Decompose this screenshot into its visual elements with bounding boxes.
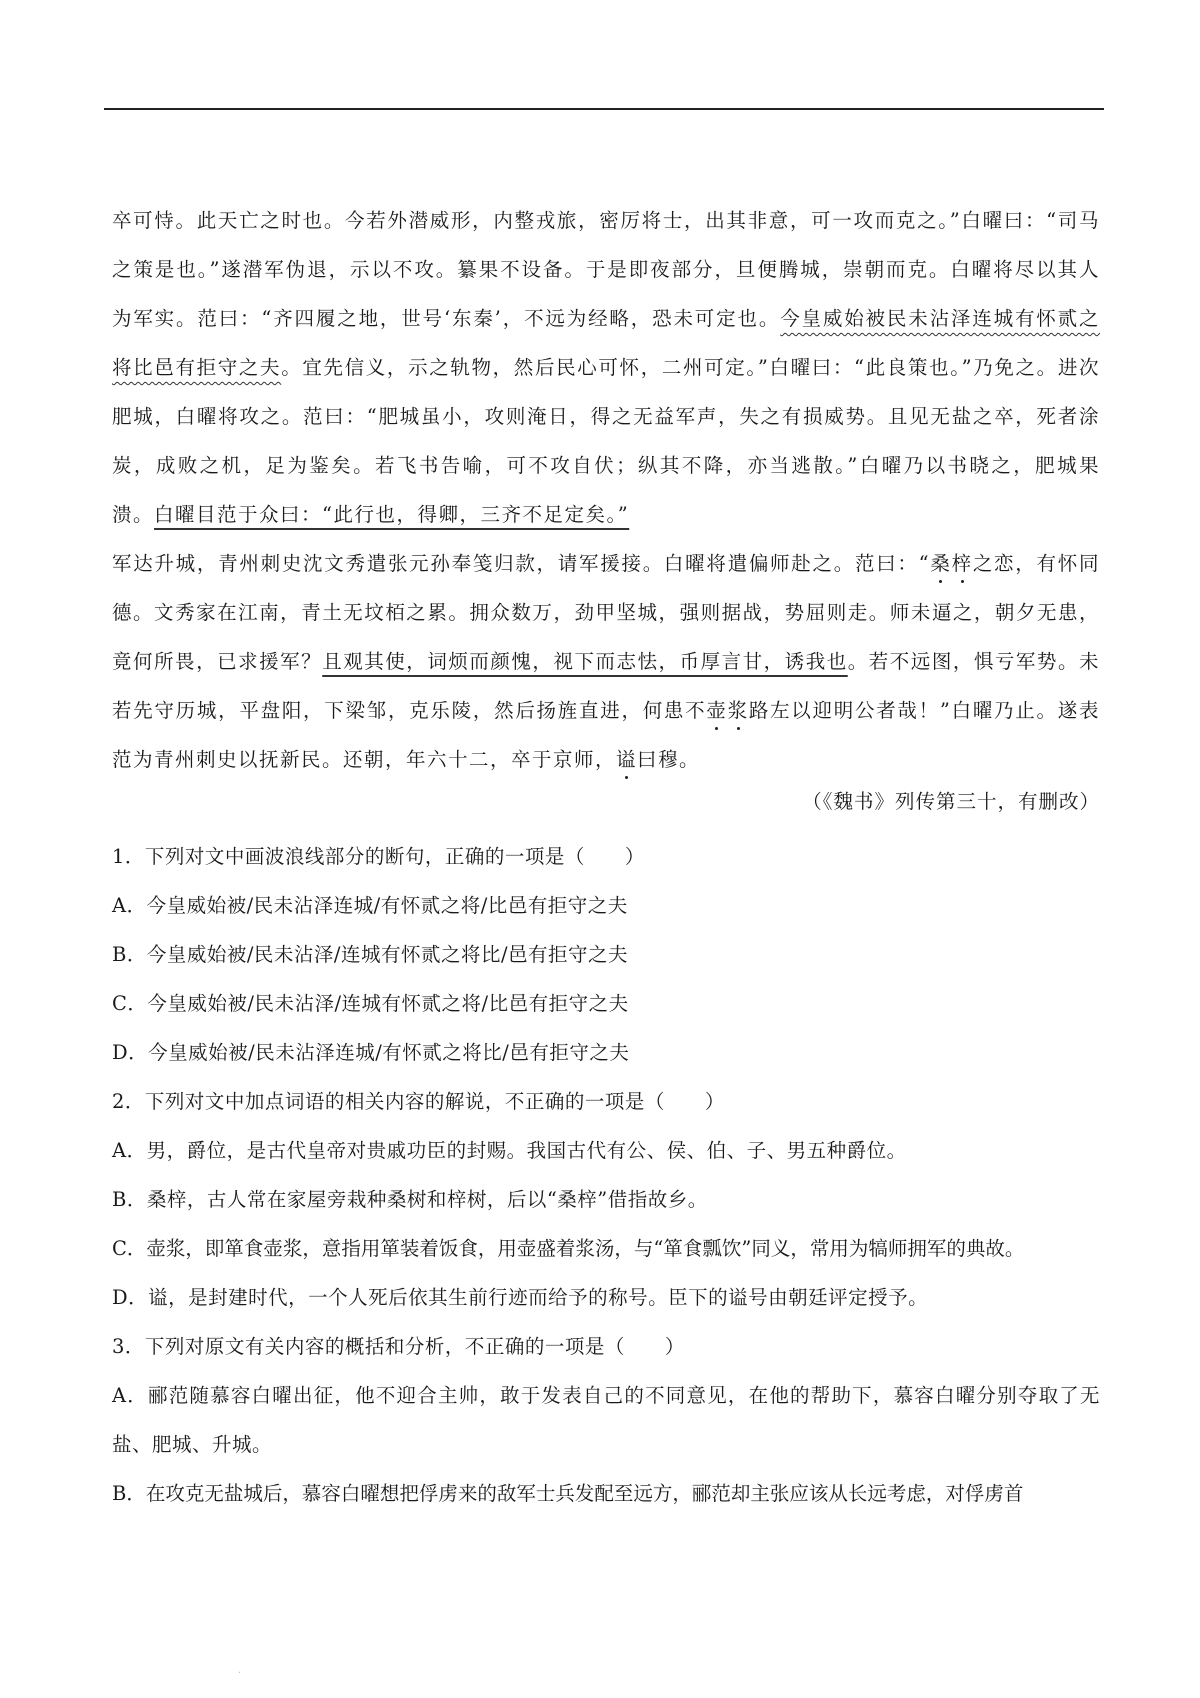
passage-paragraph-2 (112, 539, 1100, 784)
passage-text: 曰穆。 (637, 748, 701, 771)
dotted-char: 壶 (706, 699, 728, 722)
dotted-term-sangzi (930, 552, 973, 575)
question-1-option-c: C．今皇威始被/民未沾泽/连城有怀贰之将/比邑有拒守之夫 (112, 992, 629, 1015)
wavy-underlined-text: 今皇威始被民未沾泽连城有怀贰之将比邑有拒守之夫 (112, 307, 1100, 379)
passage-text: 。若不远图，惧亏军势。未若先守历城，平盘阳，下梁邹，克乐陵，然后扬旌直进，何患不 (112, 650, 1100, 722)
passage-text: 之恋，有怀同德。文秀家在江南，青土无坟栢之累。拥众数万，劲甲坚城，强则据战，势屈则走。师未逼之，朝夕无患，竟何所畏，已求援军？ (112, 552, 1100, 673)
question-2-option-d: D．谥，是封建时代，一个人死后依其生前行迹而给予的称号。臣下的谥号由朝廷评定授予。 (112, 1286, 929, 1309)
question-3-stem: 3．下列对原文有关内容的概括和分析，不正确的一项是（ ） (112, 1335, 685, 1358)
question-1-option-d: D．今皇威始被/民未沾泽连城/有怀贰之将比/邑有拒守之夫 (112, 1041, 630, 1064)
underlined-sentence: 且观其使，词烦而颜愧，视下而志怯，币厚言甘，诱我也 (322, 650, 848, 673)
underlined-sentence: 白曜目范于众曰：“此行也，得卿，三齐不足定矣。” (154, 503, 630, 526)
question-2-option-c: C．壶浆，即箪食壶浆，意指用箪装着饭食，用壶盛着浆汤，与“箪食瓢饮”同义，常用为犒师拥军的典故。 (112, 1237, 1025, 1260)
source-citation: （《魏书》列传第三十，有删改） (802, 790, 1100, 813)
question-list (112, 832, 1100, 1518)
dotted-char: 桑 (930, 552, 952, 575)
question-2-option-b: B．桑梓，古人常在家屋旁栽种桑树和梓树，后以“桑梓”借指故乡。 (112, 1188, 708, 1211)
question-1-option-a: A．今皇威始被/民未沾泽连城/有怀贰之将/比邑有拒守之夫 (112, 894, 628, 917)
passage-text: 。宜先信义，示之轨物，然后民心可怀，二州可定。”白曜曰：“此良策也。”乃免之。进次肥城，白曜将攻之。范曰：“肥城虽小，攻则淹日，得之无益军声，失之有损威势。且见无盐之卒，死者涂炭，成败之机，足为鉴矣。若飞书告喻，可不攻自伏；纵其不降，亦当逃散。”白曜乃以书晓之，肥城果溃。 (112, 356, 1100, 526)
question-2-option-a: A．男，爵位，是古代皇帝对贵戚功臣的封赐。我国古代有公、侯、伯、子、男五种爵位。 (112, 1139, 907, 1162)
dotted-term-hujiang (706, 699, 748, 722)
passage-paragraph-1 (112, 196, 1100, 539)
dotted-term-shi: 谥 (616, 748, 638, 771)
question-1-stem: 1．下列对文中画波浪线部分的断句，正确的一项是（ ） (112, 845, 645, 868)
question-3-option-a: A．郦范随慕容白曜出征，他不迎合主帅，敢于发表自己的不同意见，在他的帮助下，慕容白曜分别夺取了无盐、肥城、升城。 (112, 1384, 1100, 1456)
classical-passage (112, 196, 1100, 784)
question-3-option-b: B．在攻克无盐城后，慕容白曜想把俘虏来的敌军士兵发配至远方，郦范却主张应该从长远考虑，对俘虏首 (112, 1482, 1024, 1505)
passage-text: 军达升城，青州刺史沈文秀遣张元孙奉笺归款，请军援接。白曜将遣偏师赴之。范曰：“ (112, 552, 931, 575)
question-2-stem: 2．下列对文中加点词语的相关内容的解说，不正确的一项是（ ） (112, 1090, 725, 1113)
passage-text: 路左以迎明公者哉！”白曜乃止。遂表范为青州刺史以抚新民。还朝，年六十二，卒于京师， (112, 699, 1100, 771)
question-1-option-b: B．今皇威始被/民未沾泽/连城有怀贰之将比/邑有拒守之夫 (112, 943, 629, 966)
dotted-char: 浆 (727, 699, 749, 722)
footer-mark: · (238, 1668, 242, 1679)
dotted-char: 梓 (951, 552, 973, 575)
header-rule (104, 108, 1104, 110)
passage-text: 卒可恃。此天亡之时也。今若外潜威形，内整戎旅，密厉将士，出其非意，可一攻而克之。”白曜曰：“司马之策是也。”遂潜军伪退，示以不攻。纂果不设备。于是即夜部分，旦便腾城，崇朝而克。白曜将尽以其人为军实。范曰：“齐四履之地，世号‘东秦’，不远为经略，恐未可定也。 (112, 209, 1100, 330)
